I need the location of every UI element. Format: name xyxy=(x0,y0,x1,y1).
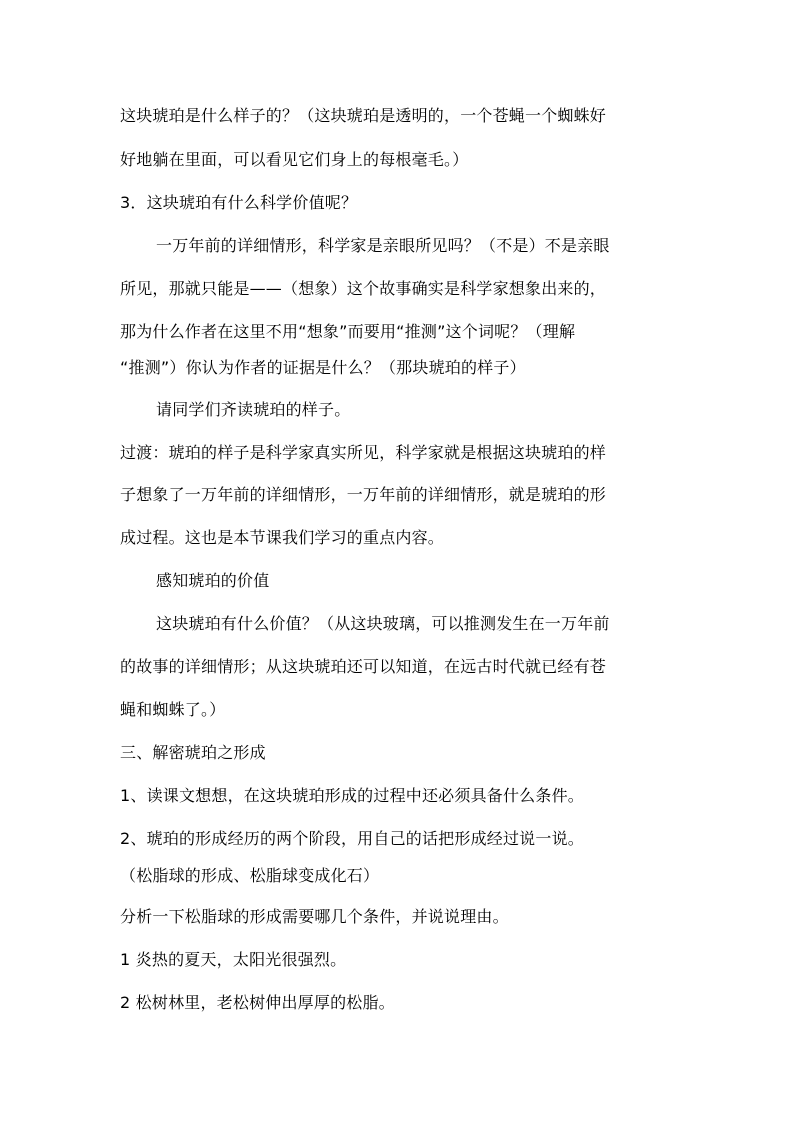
text-line: 成过程。这也是本节课我们学习的重点内容。 xyxy=(120,528,445,547)
text-line: 的故事的详细情形；从这块琥珀还可以知道，在远古时代就已经有苍 xyxy=(120,657,607,676)
list-item: 1、读课文想想，在这块琥珀形成的过程中还必须具备什么条件。 xyxy=(120,786,584,805)
text-line: 好地躺在里面，可以看见它们身上的每根毫毛。） xyxy=(120,150,469,169)
list-item: 2、琥珀的形成经历的两个阶段，用自己的话把形成经过说一说。 xyxy=(120,829,584,848)
numbered-heading: 3．这块琥珀有什么科学价值呢？ xyxy=(120,193,358,212)
text-line: “推测”）你认为作者的证据是什么？（那块琥珀的样子） xyxy=(120,358,526,377)
text-line: 这块琥珀有什么价值？（从这块玻璃，可以推测发生在一万年前 xyxy=(156,614,610,633)
list-item: 2 松树林里，老松树伸出厚厚的松脂。 xyxy=(120,993,395,1012)
text-line: 过渡：琥珀的样子是科学家真实所见，科学家就是根据这块琥珀的样 xyxy=(120,443,607,462)
text-line: 那为什么作者在这里不用“想象”而要用“推测”这个词呢？（理解 xyxy=(120,322,576,341)
text-line: 分析一下松脂球的形成需要哪几个条件，并说说理由。 xyxy=(120,907,509,926)
section-subtitle: 感知琥珀的价值 xyxy=(156,571,270,590)
text-line: 一万年前的详细情形，科学家是亲眼所见吗？（不是）不是亲眼 xyxy=(156,236,610,255)
text-line: 所见，那就只能是——（想象）这个故事确实是科学家想象出来的， xyxy=(120,279,607,298)
list-item: 1 炎热的夏天，太阳光很强烈。 xyxy=(120,950,347,969)
text-line: （松脂球的形成、松脂球变成化石） xyxy=(120,866,380,885)
section-heading: 三、解密琥珀之形成 xyxy=(120,743,266,762)
text-line: 请同学们齐读琥珀的样子。 xyxy=(156,400,351,419)
text-line: 这块琥珀是什么样子的？（这块琥珀是透明的，一个苍蝇一个蜘蛛好 xyxy=(120,106,607,125)
text-line: 子想象了一万年前的详细情形，一万年前的详细情形，就是琥珀的形 xyxy=(120,485,607,504)
text-line: 蝇和蜘蛛了。） xyxy=(120,700,226,719)
